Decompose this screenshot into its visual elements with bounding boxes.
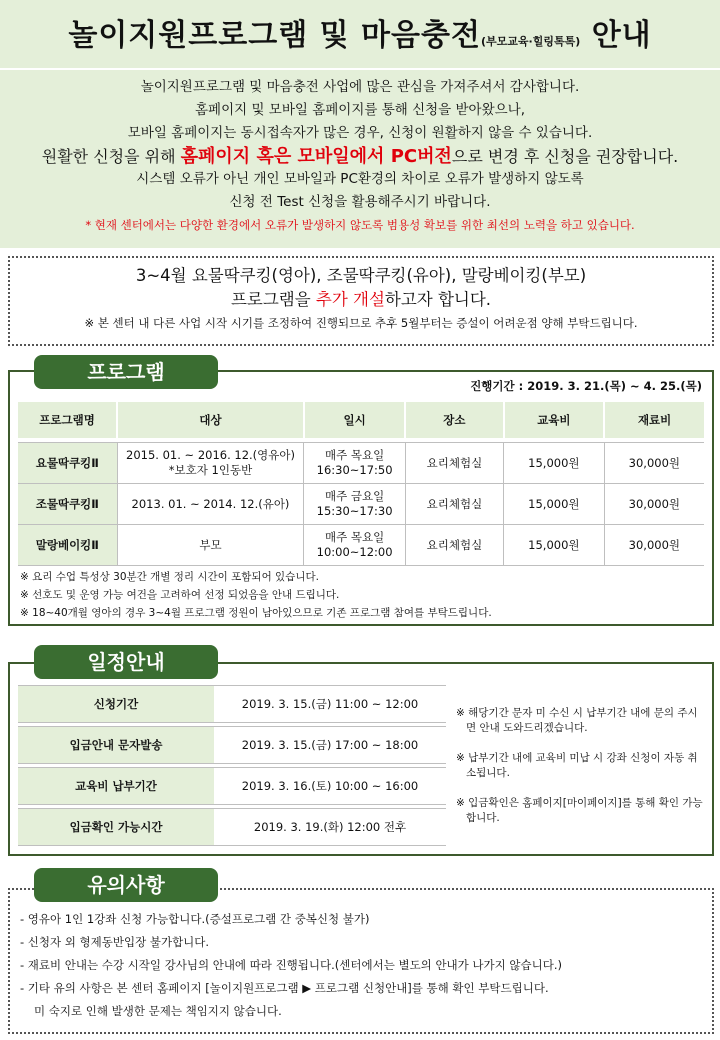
intro-line: 시스템 오류가 아닌 개인 모바일과 PC환경의 차이로 오류가 발생하지 않도록 bbox=[136, 171, 584, 187]
program-period: 진행기간 : 2019. 3. 21.(목) ~ 4. 25.(목) bbox=[470, 379, 702, 393]
schedule-tag: 일정안내 bbox=[34, 645, 218, 679]
time-hours: 10:00~12:00 bbox=[316, 545, 393, 559]
column-header: 대상 bbox=[117, 402, 304, 438]
cautions-tag: 유의사항 bbox=[34, 868, 218, 902]
title-sub: (부모교육·힐링톡톡) bbox=[480, 35, 581, 48]
schedule-value: 2019. 3. 15.(금) 17:00 ~ 18:00 bbox=[214, 727, 446, 764]
target-range: 부모 bbox=[199, 537, 222, 552]
schedule-notes bbox=[456, 706, 706, 841]
table-row bbox=[18, 686, 446, 723]
caution-item: - 기타 유의 사항은 본 센터 홈페이지 [놀이지원프로그램 ▶ 프로그램 신청안내]를 통해 확인 부탁드립니다. bbox=[20, 981, 549, 995]
intro-line: 홈페이지 및 모바일 홈페이지를 통해 신청을 받아왔으나, bbox=[195, 102, 525, 118]
note-line: ※ 선호도 및 운영 가능 여건을 고려하여 선정 되었음을 안내 드립니다. bbox=[20, 589, 340, 601]
intro-line: 놀이지원프로그램 및 마음충전 사업에 많은 관심을 가져주셔서 감사합니다. bbox=[140, 79, 580, 95]
program-target bbox=[117, 484, 304, 525]
schedule-label: 신청기간 bbox=[18, 686, 214, 723]
table-row bbox=[18, 484, 704, 525]
column-header: 교육비 bbox=[504, 402, 605, 438]
cautions-list bbox=[20, 908, 562, 1023]
program-name: 요물딱쿠킹Ⅱ bbox=[18, 443, 117, 484]
time-day: 매주 목요일 bbox=[324, 530, 385, 544]
program-time bbox=[304, 525, 405, 566]
schedule-value: 2019. 3. 15.(금) 11:00 ~ 12:00 bbox=[214, 686, 446, 723]
intro-line: 신청 전 Test 신청을 활용해주시기 바랍니다. bbox=[229, 194, 491, 210]
program-target bbox=[117, 525, 304, 566]
note-line: ※ 요리 수업 특성상 30분간 개별 정리 시간이 포함되어 있습니다. bbox=[20, 571, 319, 583]
intro-text: 원활한 신청을 위해 bbox=[41, 147, 181, 166]
program-tag: 프로그램 bbox=[34, 355, 218, 389]
page-title bbox=[0, 10, 720, 54]
target-note: *보호자 1인동반 bbox=[168, 463, 253, 477]
program-material: 30,000원 bbox=[604, 443, 704, 484]
time-day: 매주 금요일 bbox=[324, 489, 385, 503]
note-item: ※ 해당기간 문자 미 수신 시 납부기간 내에 문의 주시면 안내 도와드리겠습니다. bbox=[456, 707, 698, 734]
program-place: 요리체험실 bbox=[405, 443, 503, 484]
schedule-value: 2019. 3. 16.(토) 10:00 ~ 16:00 bbox=[214, 768, 446, 805]
schedule-label: 교육비 납부기간 bbox=[18, 768, 214, 805]
target-range: 2015. 01. ~ 2016. 12.(영유아) bbox=[126, 448, 295, 462]
notice-highlight: 추가 개설 bbox=[315, 290, 385, 309]
program-place: 요리체험실 bbox=[405, 525, 503, 566]
table-row bbox=[18, 443, 704, 484]
intro-line: 모바일 홈페이지는 동시접속자가 많은 경우, 신청이 원활하지 않을 수 있습니다. bbox=[127, 125, 593, 141]
program-fee: 15,000원 bbox=[504, 443, 605, 484]
program-target bbox=[117, 443, 304, 484]
caution-item: 미 숙지로 인해 발생한 문제는 책임지지 않습니다. bbox=[34, 1004, 282, 1018]
column-header: 프로그램명 bbox=[18, 402, 117, 438]
intro-highlight: 홈페이지 혹은 모바일에서 PC버전 bbox=[180, 146, 452, 167]
program-fee: 15,000원 bbox=[504, 484, 605, 525]
program-name: 말랑베이킹Ⅱ bbox=[18, 525, 117, 566]
column-header: 장소 bbox=[405, 402, 503, 438]
table-row bbox=[18, 525, 704, 566]
program-notes bbox=[20, 568, 492, 622]
schedule-label: 입금안내 문자발송 bbox=[18, 727, 214, 764]
program-time bbox=[304, 443, 405, 484]
notice-text: 하고자 합니다. bbox=[384, 290, 492, 309]
program-time bbox=[304, 484, 405, 525]
title-main: 놀이지원프로그램 및 마음충전 bbox=[68, 18, 481, 53]
intro-warning: * 현재 센터에서는 다양한 환경에서 오류가 발생하지 않도록 범용성 확보를 위한 최선의 노력을 하고 있습니다. bbox=[85, 218, 635, 232]
intro-recommendation bbox=[0, 145, 720, 168]
program-material: 30,000원 bbox=[604, 525, 704, 566]
program-fee: 15,000원 bbox=[504, 525, 605, 566]
program-name: 조물딱쿠킹Ⅱ bbox=[18, 484, 117, 525]
table-header-row bbox=[18, 402, 704, 438]
caution-item: - 신청자 외 형제동반입장 불가합니다. bbox=[20, 935, 210, 949]
schedule-label: 입금확인 가능시간 bbox=[18, 809, 214, 846]
notice-text: 프로그램을 bbox=[230, 290, 316, 309]
notice-line: 3~4월 요물딱쿠킹(영아), 조물딱쿠킹(유아), 말랑베이킹(부모) bbox=[135, 266, 587, 285]
program-place: 요리체험실 bbox=[405, 484, 503, 525]
caution-item: - 영유아 1인 1강좌 신청 가능합니다.(증설프로그램 간 중복신청 불가) bbox=[20, 912, 370, 926]
table-row bbox=[18, 768, 446, 805]
target-range: 2013. 01. ~ 2014. 12.(유아) bbox=[131, 496, 290, 511]
program-table bbox=[18, 402, 704, 566]
column-header: 일시 bbox=[304, 402, 405, 438]
notice-footnote: ※ 본 센터 내 다른 사업 시작 시기를 조정하여 진행되므로 추후 5월부터는 증설이 어려운점 양해 부탁드립니다. bbox=[84, 316, 638, 330]
intro-text: 으로 변경 후 신청을 권장합니다. bbox=[451, 147, 679, 166]
time-hours: 16:30~17:50 bbox=[316, 463, 393, 477]
intro-section bbox=[0, 70, 720, 248]
time-hours: 15:30~17:30 bbox=[316, 504, 393, 518]
schedule-table bbox=[18, 685, 446, 846]
program-material: 30,000원 bbox=[604, 484, 704, 525]
schedule-value: 2019. 3. 19.(화) 12:00 전후 bbox=[214, 809, 446, 846]
time-day: 매주 목요일 bbox=[324, 448, 385, 462]
note-line: ※ 18~40개월 영아의 경우 3~4월 프로그램 정원이 남아있으므로 기존 프로그램 참여를 부탁드립니다. bbox=[20, 607, 492, 619]
additional-program-notice bbox=[8, 256, 714, 346]
note-item: ※ 입금확인은 홈페이지[마이페이지]를 통해 확인 가능합니다. bbox=[456, 797, 703, 824]
table-row bbox=[18, 727, 446, 764]
note-item: ※ 납부기간 내에 교육비 미납 시 강좌 신청이 자동 취소됩니다. bbox=[456, 752, 698, 779]
notice-line bbox=[10, 288, 712, 312]
column-header: 재료비 bbox=[604, 402, 704, 438]
title-end: 안내 bbox=[591, 18, 652, 53]
caution-item: - 재료비 안내는 수강 시작일 강사님의 안내에 따라 진행됩니다.(센터에서는 별도의 안내가 나가지 않습니다.) bbox=[20, 958, 562, 972]
table-row bbox=[18, 809, 446, 846]
